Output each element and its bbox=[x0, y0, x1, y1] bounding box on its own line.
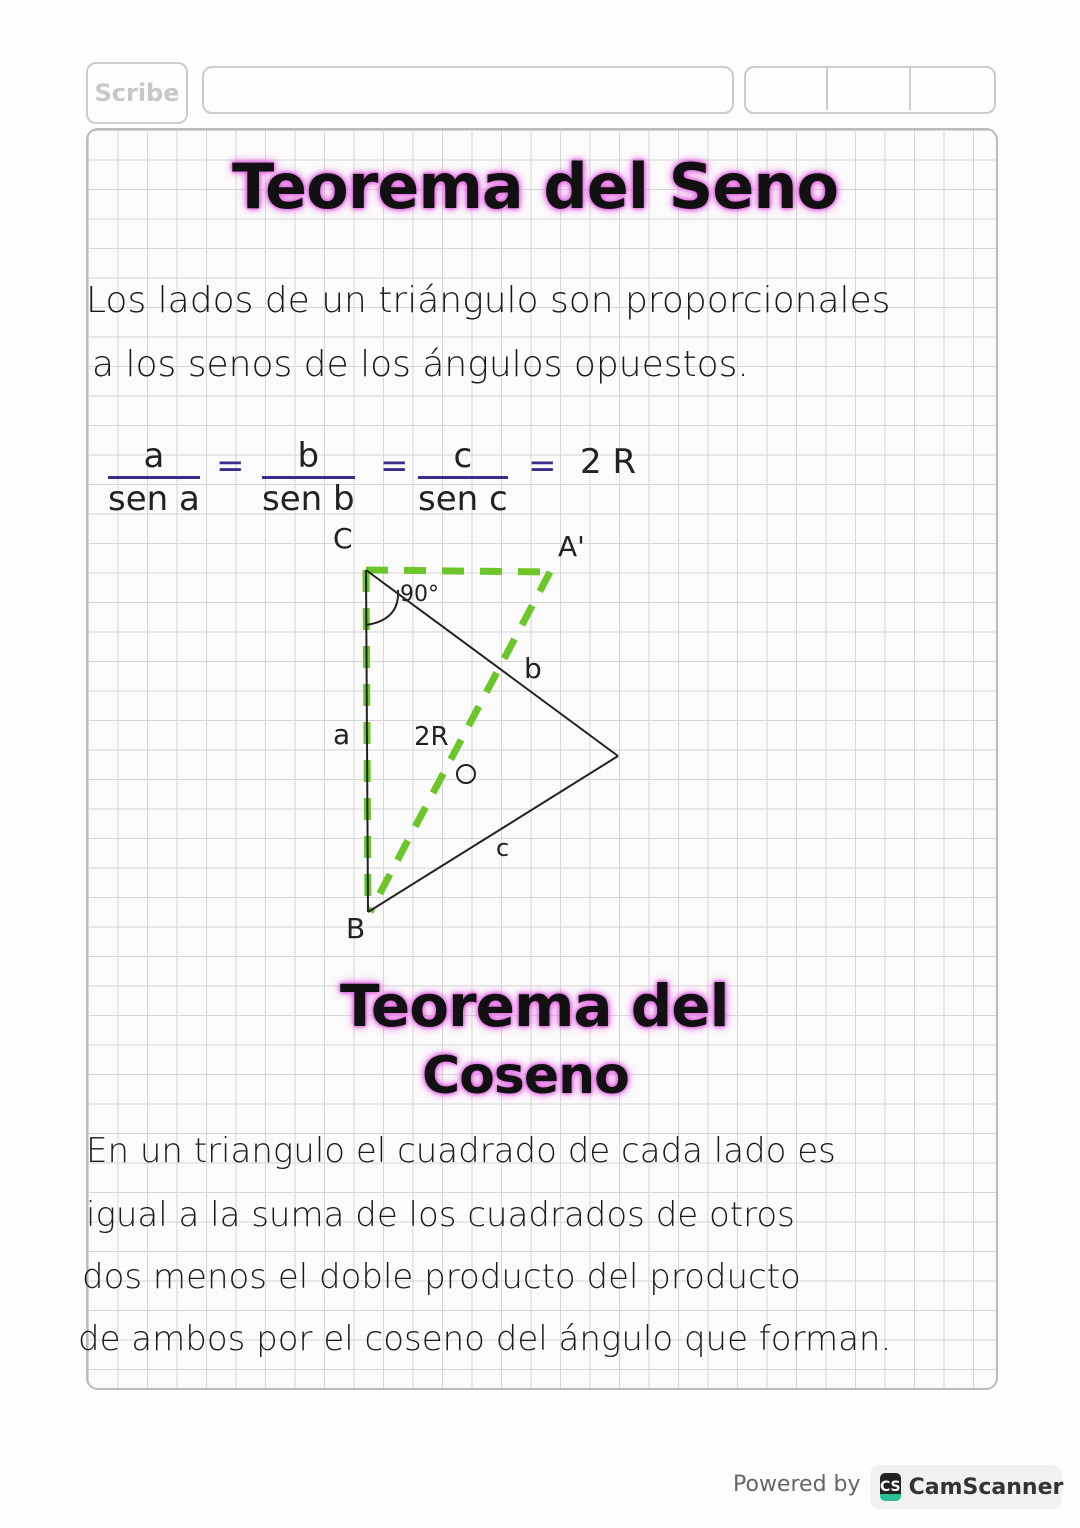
coseno-line-4: de ambos por el coseno del ángulo que forman. bbox=[78, 1319, 892, 1359]
coseno-title-line-2: Coseno bbox=[422, 1046, 629, 1106]
radius-label: 2R bbox=[414, 722, 449, 752]
dashed-line-c-aprime bbox=[366, 570, 550, 572]
powered-by-text: Powered by bbox=[733, 1472, 861, 1497]
vertex-aprime-label: A' bbox=[558, 530, 585, 563]
camscanner-badge bbox=[870, 1465, 1062, 1509]
triangle-sides bbox=[366, 570, 618, 912]
denominator: sen a bbox=[108, 479, 200, 519]
dashed-construction bbox=[366, 570, 550, 912]
equals-sign: = bbox=[528, 446, 557, 486]
camscanner-logo-icon: CS bbox=[880, 1473, 901, 1501]
seno-line-1: Los lados de un triángulo son proporcionales bbox=[86, 280, 891, 321]
side-a-label: a bbox=[333, 718, 351, 751]
camscanner-brand: CamScanner bbox=[908, 1474, 1064, 1500]
equals-sign: = bbox=[216, 446, 245, 486]
seno-line-2: a los senos de los ángulos opuestos. bbox=[92, 344, 749, 385]
formula-result: 2 R bbox=[580, 442, 637, 482]
denominator: sen c bbox=[418, 479, 508, 519]
right-angle-arc bbox=[366, 590, 398, 625]
vertex-c-label: C bbox=[333, 522, 353, 555]
side-c-label: c bbox=[496, 834, 510, 862]
coseno-line-1: En un triangulo el cuadrado de cada lado es bbox=[86, 1131, 836, 1171]
coseno-line-2: igual a la suma de los cuadrados de otros bbox=[86, 1195, 795, 1235]
scribe-logo: Scribe bbox=[86, 62, 188, 124]
numerator: c bbox=[418, 436, 508, 479]
numerator: b bbox=[262, 436, 355, 479]
coseno-title-line-1: Teorema del bbox=[340, 972, 729, 1040]
seno-title: Teorema del Seno bbox=[232, 150, 839, 223]
side-c bbox=[368, 756, 618, 912]
equals-sign: = bbox=[380, 446, 409, 486]
coseno-line-3: dos menos el doble producto del producto bbox=[82, 1257, 801, 1297]
dashed-diameter bbox=[370, 572, 550, 912]
denominator: sen b bbox=[262, 479, 355, 519]
vertex-b-label: B bbox=[346, 912, 366, 945]
center-point-o bbox=[457, 765, 475, 783]
side-b-label: b bbox=[524, 652, 542, 685]
angle-label: 90° bbox=[400, 582, 439, 607]
numerator: a bbox=[108, 436, 200, 479]
